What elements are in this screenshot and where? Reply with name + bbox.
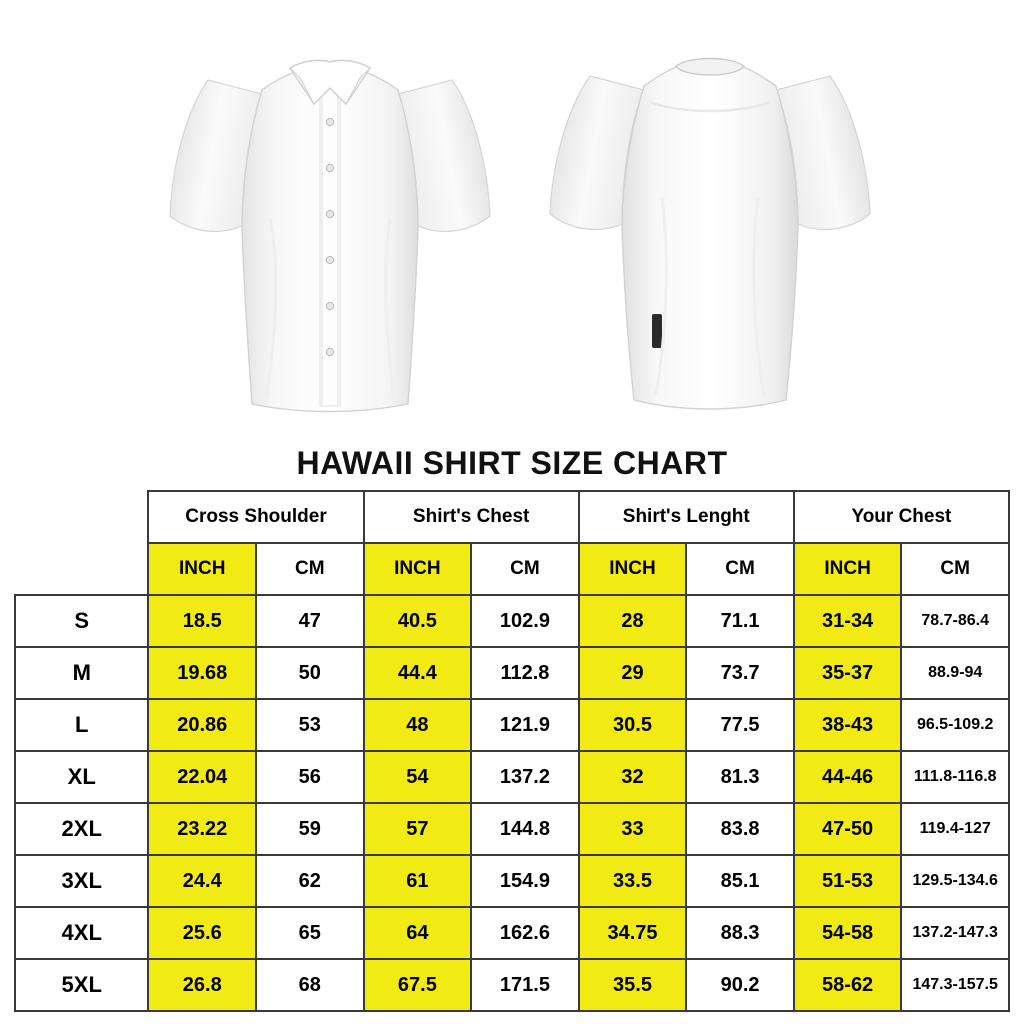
shirt-back-image	[530, 18, 890, 428]
cell-length-cm: 83.8	[686, 803, 794, 855]
cell-cross-shoulder-cm: 65	[256, 907, 364, 959]
unit-header-cross-shoulder-inch: INCH	[148, 543, 256, 595]
size-label: XL	[15, 751, 148, 803]
unit-header-length-cm: CM	[686, 543, 794, 595]
cell-your-chest-cm: 137.2-147.3	[901, 907, 1009, 959]
cell-chest-cm: 102.9	[471, 595, 579, 647]
cell-your-chest-inch: 35-37	[794, 647, 902, 699]
cell-chest-inch: 48	[364, 699, 472, 751]
shirt-front-image	[150, 18, 510, 428]
cell-length-cm: 88.3	[686, 907, 794, 959]
unit-header-your-chest-inch: INCH	[794, 543, 902, 595]
table-row	[15, 647, 1009, 699]
cell-chest-cm: 154.9	[471, 855, 579, 907]
cell-length-inch: 32	[579, 751, 687, 803]
cell-cross-shoulder-cm: 50	[256, 647, 364, 699]
cell-your-chest-cm: 129.5-134.6	[901, 855, 1009, 907]
cell-your-chest-inch: 38-43	[794, 699, 902, 751]
unit-header-cross-shoulder-cm: CM	[256, 543, 364, 595]
table-row	[15, 595, 1009, 647]
unit-header-length-inch: INCH	[579, 543, 687, 595]
cell-length-inch: 33	[579, 803, 687, 855]
size-label: L	[15, 699, 148, 751]
cell-your-chest-inch: 51-53	[794, 855, 902, 907]
cell-cross-shoulder-inch: 23.22	[148, 803, 256, 855]
cell-length-inch: 35.5	[579, 959, 687, 1011]
cell-chest-inch: 61	[364, 855, 472, 907]
table-row	[15, 751, 1009, 803]
cell-cross-shoulder-inch: 24.4	[148, 855, 256, 907]
cell-cross-shoulder-inch: 18.5	[148, 595, 256, 647]
cell-chest-cm: 171.5	[471, 959, 579, 1011]
cell-your-chest-inch: 47-50	[794, 803, 902, 855]
cell-chest-inch: 40.5	[364, 595, 472, 647]
cell-your-chest-inch: 58-62	[794, 959, 902, 1011]
cell-cross-shoulder-cm: 59	[256, 803, 364, 855]
cell-cross-shoulder-inch: 19.68	[148, 647, 256, 699]
unit-header-chest-inch: INCH	[364, 543, 472, 595]
cell-cross-shoulder-cm: 68	[256, 959, 364, 1011]
cell-chest-cm: 144.8	[471, 803, 579, 855]
cell-your-chest-inch: 54-58	[794, 907, 902, 959]
cell-cross-shoulder-inch: 26.8	[148, 959, 256, 1011]
cell-chest-inch: 64	[364, 907, 472, 959]
size-label: 2XL	[15, 803, 148, 855]
size-label: 4XL	[15, 907, 148, 959]
corner-cell	[15, 491, 148, 543]
unit-corner-cell	[15, 543, 148, 595]
cell-length-cm: 71.1	[686, 595, 794, 647]
cell-cross-shoulder-inch: 20.86	[148, 699, 256, 751]
cell-cross-shoulder-cm: 53	[256, 699, 364, 751]
size-label: 3XL	[15, 855, 148, 907]
cell-length-cm: 77.5	[686, 699, 794, 751]
cell-cross-shoulder-cm: 62	[256, 855, 364, 907]
unit-header-chest-cm: CM	[471, 543, 579, 595]
shirt-illustrations	[0, 0, 1024, 445]
table-unit-header-row	[15, 543, 1009, 595]
cell-your-chest-cm: 111.8-116.8	[901, 751, 1009, 803]
size-chart-table-wrapper	[0, 490, 1024, 1012]
unit-header-your-chest-cm: CM	[901, 543, 1009, 595]
page-title: HAWAII SHIRT SIZE CHART	[296, 445, 728, 481]
cell-your-chest-cm: 88.9-94	[901, 647, 1009, 699]
cell-cross-shoulder-inch: 25.6	[148, 907, 256, 959]
cell-your-chest-inch: 44-46	[794, 751, 902, 803]
cell-length-inch: 28	[579, 595, 687, 647]
cell-chest-inch: 54	[364, 751, 472, 803]
size-label: 5XL	[15, 959, 148, 1011]
cell-length-inch: 30.5	[579, 699, 687, 751]
cell-chest-cm: 112.8	[471, 647, 579, 699]
cell-chest-inch: 67.5	[364, 959, 472, 1011]
cell-your-chest-cm: 96.5-109.2	[901, 699, 1009, 751]
cell-length-inch: 34.75	[579, 907, 687, 959]
cell-cross-shoulder-inch: 22.04	[148, 751, 256, 803]
table-row	[15, 855, 1009, 907]
cell-chest-inch: 44.4	[364, 647, 472, 699]
cell-length-cm: 81.3	[686, 751, 794, 803]
cell-cross-shoulder-cm: 47	[256, 595, 364, 647]
size-label: S	[15, 595, 148, 647]
cell-chest-cm: 137.2	[471, 751, 579, 803]
table-group-header-row	[15, 491, 1009, 543]
group-header-your-chest: Your Chest	[794, 491, 1009, 543]
cell-your-chest-cm: 78.7-86.4	[901, 595, 1009, 647]
cell-your-chest-inch: 31-34	[794, 595, 902, 647]
cell-chest-cm: 121.9	[471, 699, 579, 751]
size-label: M	[15, 647, 148, 699]
size-chart-table	[14, 490, 1010, 1012]
table-row	[15, 959, 1009, 1011]
cell-length-cm: 73.7	[686, 647, 794, 699]
cell-cross-shoulder-cm: 56	[256, 751, 364, 803]
group-header-shirts-chest: Shirt's Chest	[364, 491, 579, 543]
table-row	[15, 803, 1009, 855]
cell-length-cm: 85.1	[686, 855, 794, 907]
group-header-shirts-lenght: Shirt's Lenght	[579, 491, 794, 543]
cell-length-inch: 33.5	[579, 855, 687, 907]
cell-your-chest-cm: 119.4-127	[901, 803, 1009, 855]
cell-chest-cm: 162.6	[471, 907, 579, 959]
table-row	[15, 699, 1009, 751]
cell-length-cm: 90.2	[686, 959, 794, 1011]
table-row	[15, 907, 1009, 959]
cell-chest-inch: 57	[364, 803, 472, 855]
cell-your-chest-cm: 147.3-157.5	[901, 959, 1009, 1011]
cell-length-inch: 29	[579, 647, 687, 699]
group-header-cross-shoulder: Cross Shoulder	[148, 491, 363, 543]
